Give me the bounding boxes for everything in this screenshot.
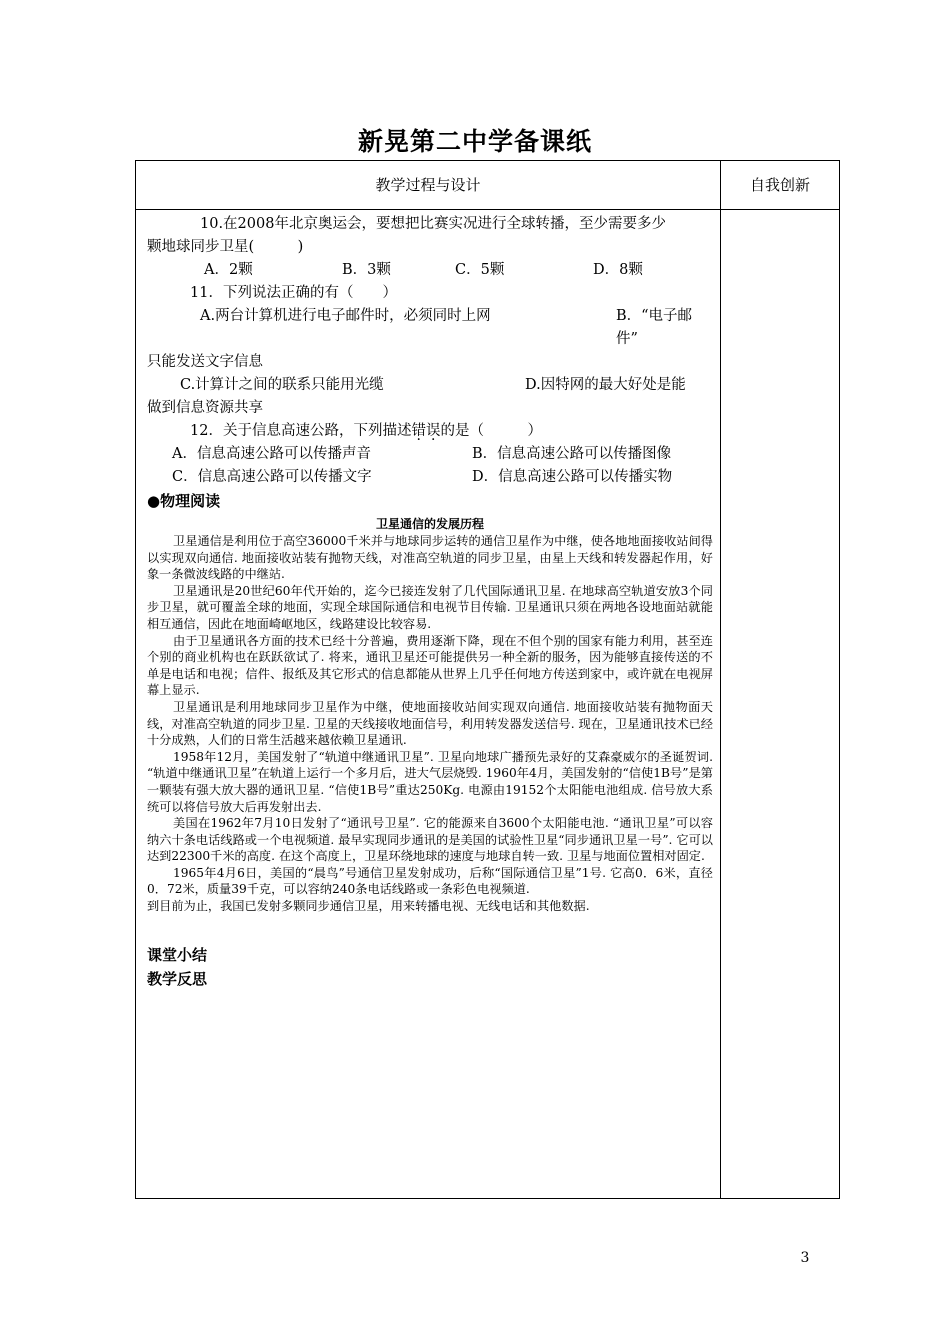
question-11-option-d: D.因特网的最大好处是能 — [525, 377, 686, 393]
teaching-content — [147, 213, 713, 991]
article-paragraph: 1965年4月6日，美国的“晨鸟”号通信卫星发射成功，后称“国际通信卫星”1号. 它高0．6米，直径0．72米，质量39千克，可以容纳240条电话线路或一条彩色电视频道. — [147, 865, 713, 897]
option-b: B．3颗 — [342, 262, 391, 278]
question-12-stem-text: 12．关于信息高速公路，下列描述 — [190, 423, 412, 439]
option-d: D．8颗 — [593, 262, 643, 278]
article-title: 卫星通信的发展历程 — [375, 517, 484, 531]
option-c: C．5颗 — [455, 262, 505, 278]
question-11-row-cd — [147, 374, 713, 397]
question-12-stem-end: 的是（ ） — [440, 423, 542, 439]
header-self-innovation: 自我创新 — [749, 176, 810, 194]
header-divider — [136, 209, 839, 210]
option-a: A．2颗 — [204, 262, 253, 278]
question-10-line2: 颗地球同步卫星( ) — [147, 239, 304, 255]
lesson-table — [135, 160, 840, 1199]
question-12-option-b: B．信息高速公路可以传播图像 — [472, 446, 672, 462]
emphasis-char-2: 误 — [425, 423, 441, 439]
article-paragraph: 到目前为止，我国已发射多颗同步通信卫星，用来转播电视、无线电话和其他数据. — [147, 899, 590, 914]
page-title: 新晃第二中学备课纸 — [357, 127, 592, 156]
article-paragraph: 由于卫星通讯各方面的技术已经十分普遍，费用逐渐下降，现在不但个别的国家有能力利用，甚至连个别的商业机构也在跃跃欲试了. 将来，通讯卫星还可能提供另一种全新的服务，因为能够直接传送的不单是电话和电视；信件、报纸及其它形式的信息都能从世界上几乎任何地方传送到家中，或许就在电视屏幕上显示. — [147, 633, 713, 698]
article-paragraph: 美国在1962年7月10日发射了“通讯号卫星”. 它的能源来自3600个太阳能电池. “通讯卫星”可以容纳六十条电话线路或一个电视频道. 最早实现同步通讯的是美国的试验性卫星“同步通讯卫星一号”. 它可以达到22300千米的高度. 在这个高度上，卫星环绕地球的速度与地球自转一致. 卫星与地面位置相对固定. — [147, 816, 713, 864]
article-paragraph: 卫星通讯是利用地球同步卫星作为中继，使地面接收站间实现双向通信. 地面接收站装有抛物面天线，对准高空轨道的同步卫星. 卫星的天线接收地面信号，利用转发器发送信号. 现在，卫星通讯技术已经十分成熟，人们的日常生活越来越依赖卫星通讯. — [147, 699, 713, 748]
page-number: 3 — [800, 1250, 810, 1266]
class-summary-heading: 课堂小结 — [147, 945, 208, 964]
physics-reading-heading: ●物理阅读 — [147, 492, 221, 510]
emphasis-char-1: 错 — [411, 423, 426, 439]
column-divider — [720, 161, 721, 1198]
question-12-option-c: C．信息高速公路可以传播文字 — [172, 469, 372, 485]
article-paragraph: 卫星通信是利用位于高空36000千米并与地球同步运转的通信卫星作为中继，使各地地面接收站间得以实现双向通信. 地面接收站装有抛物天线，对准高空轨道的同步卫星，由星上天线和转发器起作用，好象一条微波线路的中继站. — [147, 534, 713, 582]
question-12-row-cd — [147, 466, 713, 489]
question-11-stem: 11．下列说法正确的有（ ） — [190, 285, 397, 301]
question-12-option-a: A．信息高速公路可以传播声音 — [172, 446, 371, 462]
article-paragraph: 卫星通讯是20世纪60年代开始的，迄今已接连发射了几代国际通讯卫星. 在地球高空轨道安放3个同步卫星，就可覆盖全球的地面，实现全球国际通信和电视节目传输. 卫星通讯只须在两地各设地面站就能相互通信，因此在地面崎岖地区，线路建设比较容易. — [147, 583, 713, 631]
question-11-option-c: C.计算计之间的联系只能用光缆 — [180, 377, 384, 393]
question-12-stem — [147, 420, 713, 443]
question-11-option-d-continued: 做到信息资源共享 — [147, 400, 263, 416]
question-11-option-b-continued: 只能发送文字信息 — [147, 354, 263, 370]
question-10-line1: 10.在2008年北京奥运会，要想把比赛实况进行全球转播，至少需要多少 — [200, 216, 666, 232]
question-10-options — [147, 259, 713, 282]
question-12-option-d: D．信息高速公路可以传播实物 — [472, 469, 673, 485]
question-11-row-ab — [147, 305, 713, 351]
question-11-option-b: B．“电子邮件” — [615, 308, 693, 347]
question-11-option-a: A.两台计算机进行电子邮件时，必须同时上网 — [200, 308, 491, 324]
article-paragraph: 1958年12月，美国发射了“轨道中继通讯卫星”. 卫星向地球广播预先录好的艾森豪威尔的圣诞贺词. “轨道中继通讯卫星”在轨道上运行一个多月后，进大气层烧毁. 1960年4月，美国发射的“信使1B号”是第一颗装有强大放大器的通讯卫星. “信使1B号”重达250Kg. 电源由19152个太阳能电池组成. 信号放大系统可以将信号放大后再发射出去. — [147, 749, 713, 814]
header-teaching-process: 教学过程与设计 — [375, 176, 481, 194]
teaching-reflection-heading: 教学反思 — [147, 969, 208, 988]
